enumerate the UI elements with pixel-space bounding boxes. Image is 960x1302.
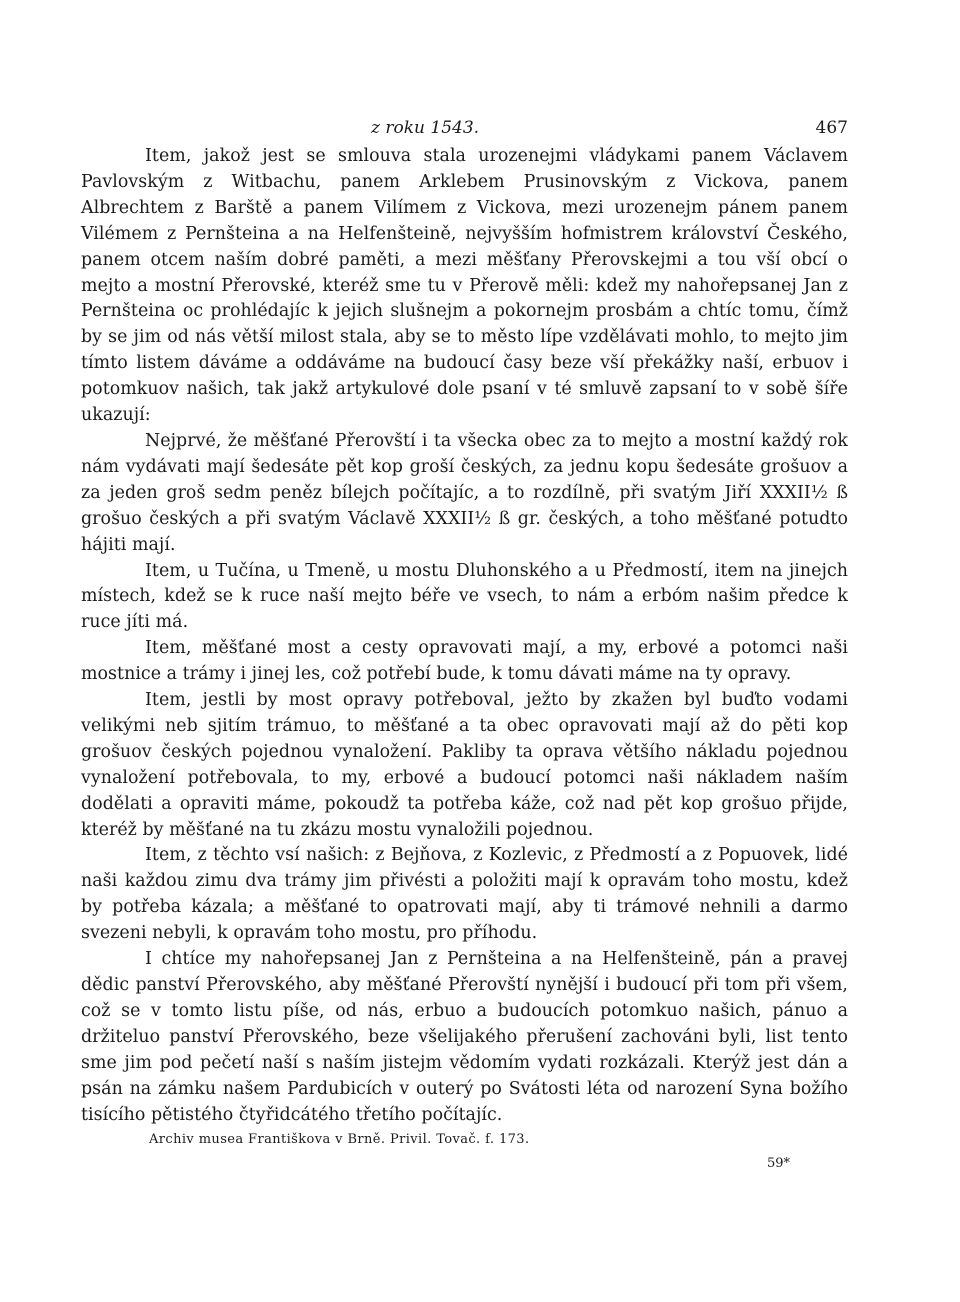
paragraph: Item, z těchto vsí našich: z Bejňova, z Kozlevic, z Předmostí a z Popuovek, lidé naši každou zimu dva trámy jim přivésti a položiti mají k opravám toho mostu, kdež by potřeba kázala; a měšťané to opatrovati mají, aby ti trámové nehnili a darmo svezeni nebyli, k opravám toho mostu, pro příhodu. — [81, 845, 848, 944]
running-title: z roku 1543. — [371, 118, 480, 138]
paragraph: Nejprvé, že měšťané Přerovští i ta všecka obec za to mejto a mostní každý rok nám vydávati mají šedesáte pět kop groší českých, za jednu kopu šedesáte grošuov a za jeden groš sedm peněz bílejch počítajíc, a to rozdílně, při svatým Jiří XXXII½ ß grošuo českých a při svatým Václavě XXXII½ ß gr. českých, a toho měšťané potudto hájiti mají. — [81, 430, 848, 555]
document-page — [81, 116, 848, 1171]
running-head — [81, 116, 848, 144]
paragraph: I chtíce my nahořepsanej Jan z Pernšteina a na Helfenšteině, pán a pravej dědic panství Přerovského, aby měšťané Přerovští nynější i budoucí při tom při všem, což se v tomto listu píše, od nás, erbuo a budoucích potomkuo našich, pánuo a držiteluo panství Přerovského, beze všelijakého přerušení zachováni byli, list tento sme jim pod pečetí naší s naším jistejm vědomím vydati rozkázali. Kterýž jest dán a psán na zámku našem Pardubicích v outerý po Svátosti léta od narození Syna božího tisícího pětistého čtyřidcátého třetího počítajíc. — [81, 949, 848, 1125]
signature-mark: 59* — [766, 1156, 790, 1172]
paragraph: Item, u Tučína, u Tmeně, u mostu Dluhonského a u Předmostí, item na jinejch místech, kdež se k ruce naší mejto béře ve vsech, to nám a erbóm našim předce k ruce jíti má. — [81, 560, 848, 633]
paragraph: Item, měšťané most a cesty opravovati mají, a my, erbové a potomci naši mostnice a trámy i jinej les, což potřebí bude, k tomu dávati máme na ty opravy. — [81, 638, 848, 685]
page-number: 467 — [815, 118, 848, 138]
paragraph: Item, jakož jest se smlouva stala urozenejmi vládykami panem Václavem Pavlovským z Witbachu, panem Arklebem Prusinovským z Vickova, panem Albrechtem z Barště a panem Vilímem z Vickova, mezi urozenejm pánem panem Vilémem z Pernšteina a na Helfenšteině, nejvyšším hofmistrem království Českého, panem otcem naším dobré paměti, a mezi měšťany Přerovskejmi a tou vší obcí o mejto a mostní Přerovské, kteréž sme tu v Přerově měli: kdež my nahořepsanej Jan z Pernšteina oc prohlédajíc k jejich slušnejm a pokornejm prosbám a chtíc tomu, čímž by se jim od nás větší milost stala, aby se to město lípe vzdělávati mohlo, to mejto jim tímto listem dáváme a oddáváme na budoucí časy beze vší překážky naší, erbuov i potomkuov našich, tak jakž artykulové dole psaní v té smluvě zapsaní to v sobě šíře ukazují: — [81, 146, 848, 426]
body-text — [81, 144, 848, 1128]
paragraph: Item, jestli by most opravy potřeboval, ježto by zkažen byl buďto vodami velikými neb sjitím trámuo, to měšťané a ta obec opravovati mají až do pěti kop grošuov českých pojednou vynaložení. Pakliby ta oprava většího nákladu pojednou vynaložení potřebovala, to my, erbové a budoucí potomci naši nákladem naším dodělati a opraviti máme, pokoudž ta potřeba káže, což nad pět kop grošuo přijde, kteréž by měšťané na tu zkázu mostu vynaložili pojednou. — [81, 690, 848, 840]
source-note: Archiv musea Františkova v Brně. Privil. Tovač. f. 173. — [149, 1132, 530, 1148]
